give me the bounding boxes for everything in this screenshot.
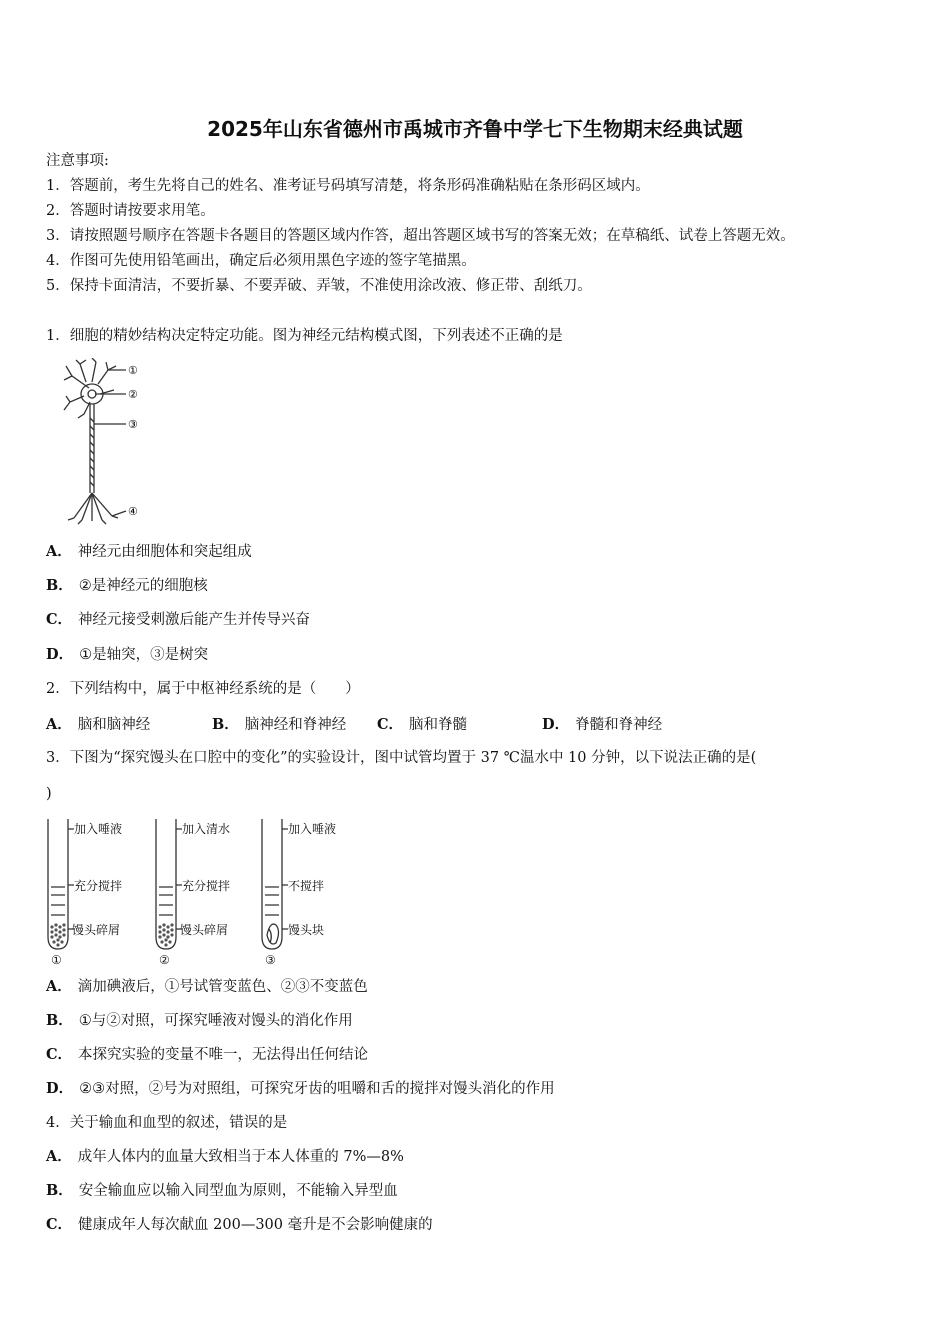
option-text: 本探究实验的变量不唯一，无法得出任何结论 xyxy=(78,1047,369,1063)
q4-stem: 4．关于输血和血型的叙述，错误的是 xyxy=(46,1115,288,1131)
tube-label: 加入清水 xyxy=(182,822,231,836)
option-letter: D． xyxy=(46,1080,74,1097)
option-letter: B． xyxy=(46,1012,73,1029)
option-text: ②是神经元的细胞核 xyxy=(78,578,208,594)
option-letter: B． xyxy=(212,716,239,733)
option-text: 健康成年人每次献血 200—300 毫升是不会影响健康的 xyxy=(78,1217,433,1233)
q2-option-c xyxy=(377,713,542,734)
q1-stem: 1．细胞的精妙结构决定特定功能。图为神经元结构模式图，下列表述不正确的是 xyxy=(46,328,563,344)
option-letter: A． xyxy=(46,1148,72,1165)
option-letter: C． xyxy=(46,611,73,628)
notice-item: 1．答题前，考生先将自己的姓名、准考证号码填写清楚，将条形码准确粘贴在条形码区域内。 xyxy=(46,178,650,194)
q1-option-d xyxy=(46,645,208,665)
option-text: 神经元接受刺激后能产生并传导兴奋 xyxy=(78,612,311,628)
option-text: 脑神经和脊神经 xyxy=(244,717,347,733)
notice-item: 2．答题时请按要求用笔。 xyxy=(46,203,215,219)
notice-heading: 注意事项: xyxy=(46,153,109,169)
test-tube-diagram xyxy=(44,815,354,967)
notice-item: 4．作图可先使用铅笔画出，确定后必须用黑色字迹的签字笔描黑。 xyxy=(46,253,476,269)
q2-stem: 2．下列结构中，属于中枢神经系统的是（ ） xyxy=(46,681,360,697)
option-letter: C． xyxy=(46,1216,73,1233)
option-letter: D． xyxy=(46,646,74,663)
option-text: 安全输血应以输入同型血为原则，不能输入异型血 xyxy=(78,1183,398,1199)
option-text: 神经元由细胞体和突起组成 xyxy=(77,544,252,560)
option-letter: D． xyxy=(542,716,570,733)
neuron-diagram xyxy=(62,358,152,526)
neuron-label: ③ xyxy=(128,418,138,431)
tube-label: 加入唾液 xyxy=(74,822,123,836)
q2-option-b xyxy=(212,713,377,734)
notice-item: 5．保持卡面清洁，不要折暴、不要弄破、弄皱，不准使用涂改液、修正带、刮纸刀。 xyxy=(46,278,592,294)
q3-stem: 3．下图为“探究馒头在口腔中的变化”的实验设计，图中试管均置于 37 ℃温水中 10 分钟，以下说法正确的是( xyxy=(46,750,757,766)
option-text: 脑和脊髓 xyxy=(409,717,468,733)
option-letter: C． xyxy=(46,1046,73,1063)
page-title: 2025年山东省德州市禹城市齐鲁中学七下生物期末经典试题 xyxy=(207,117,743,141)
q4-option-c xyxy=(46,1215,433,1235)
option-letter: B． xyxy=(46,1182,73,1199)
tube-label: 充分搅拌 xyxy=(74,879,123,893)
q2-option-a xyxy=(46,713,212,734)
q3-option-d xyxy=(46,1079,555,1099)
option-text: 成年人体内的血量大致相当于本人体重的 7%—8% xyxy=(77,1149,404,1165)
q2-options xyxy=(46,713,662,734)
option-text: ②③对照，②号为对照组，可探究牙齿的咀嚼和舌的搅拌对馒头消化的作用 xyxy=(79,1081,555,1097)
neuron-label: ④ xyxy=(128,505,138,518)
option-text: 脊髓和脊神经 xyxy=(575,717,663,733)
tube-label: 馒头块 xyxy=(288,923,325,937)
option-letter: A． xyxy=(46,978,72,995)
tube-number: ② xyxy=(159,953,170,967)
q4-option-a xyxy=(46,1147,404,1167)
option-text: ①与②对照，可探究唾液对馒头的消化作用 xyxy=(78,1013,353,1029)
q1-option-a xyxy=(46,542,252,562)
q3-stem-cont: ) xyxy=(46,786,52,802)
neuron-label: ② xyxy=(128,388,138,401)
q3-option-a xyxy=(46,977,368,997)
q3-option-b xyxy=(46,1011,353,1031)
tube-label: 馒头碎屑 xyxy=(72,923,121,937)
tube-label: 加入唾液 xyxy=(288,822,337,836)
option-letter: A． xyxy=(46,543,72,560)
q3-option-c xyxy=(46,1045,368,1065)
tube-number: ③ xyxy=(265,953,276,967)
tube-number: ① xyxy=(51,953,62,967)
tube-label: 充分搅拌 xyxy=(182,879,231,893)
q1-option-c xyxy=(46,610,310,630)
tube-label: 馒头碎屑 xyxy=(180,923,229,937)
q2-option-d xyxy=(542,713,662,734)
option-text: 滴加碘液后，①号试管变蓝色、②③不变蓝色 xyxy=(77,979,368,995)
option-letter: A． xyxy=(46,716,72,733)
tube-label: 不搅拌 xyxy=(288,879,325,893)
option-letter: C． xyxy=(377,716,404,733)
neuron-label: ① xyxy=(128,364,138,377)
option-text: 脑和脑神经 xyxy=(77,717,151,733)
option-letter: B． xyxy=(46,577,73,594)
q1-option-b xyxy=(46,576,208,596)
q4-option-b xyxy=(46,1181,398,1201)
notice-item: 3．请按照题号顺序在答题卡各题目的答题区域内作答，超出答题区域书写的答案无效；在草稿纸、试卷上答题无效。 xyxy=(46,228,795,244)
option-text: ①是轴突，③是树突 xyxy=(79,647,209,663)
